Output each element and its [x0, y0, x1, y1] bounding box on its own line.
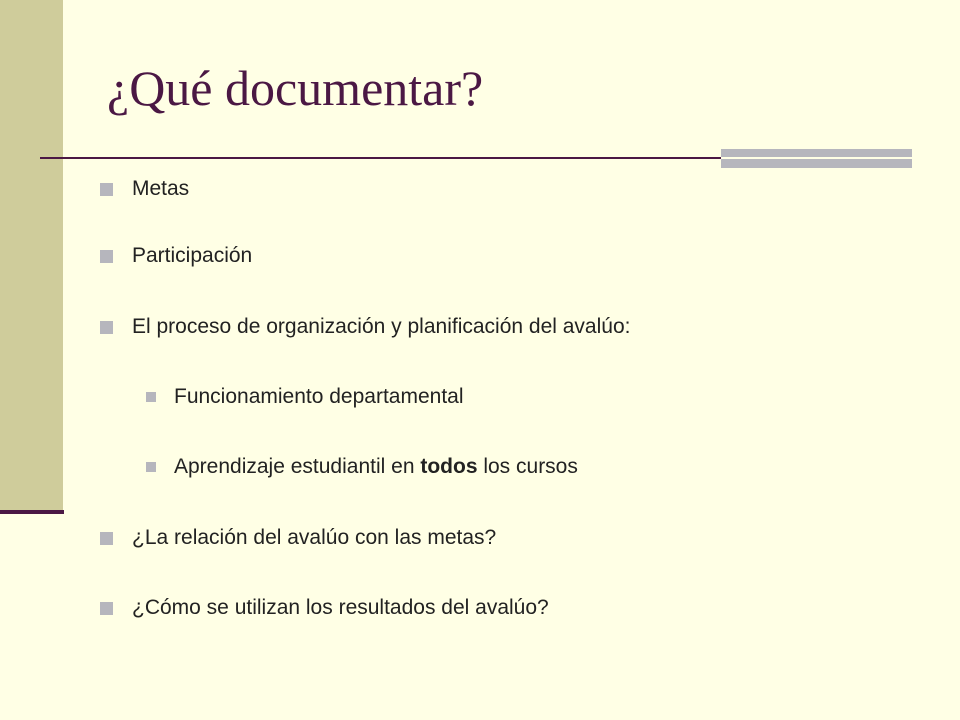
square-bullet-icon — [100, 183, 113, 196]
bullet-text: Metas — [132, 177, 190, 200]
bullet-item — [100, 177, 189, 201]
sub-bullet-text — [174, 455, 578, 479]
left-accent-band — [0, 0, 63, 510]
square-bullet-icon — [100, 532, 113, 545]
sub-bullet-text: Funcionamiento departamental — [174, 385, 464, 408]
sub-bullet-text-start: Aprendizaje estudiantil en — [174, 455, 421, 478]
slide-title: ¿Qué documentar? — [107, 60, 484, 116]
bullet-item — [100, 596, 549, 620]
square-bullet-icon — [100, 321, 113, 334]
bullet-text: ¿La relación del avalúo con las metas? — [132, 526, 497, 549]
sub-bullet-item — [146, 385, 464, 409]
bullet-text: El proceso de organización y planificación del avalúo: — [132, 315, 631, 338]
square-bullet-icon — [100, 602, 113, 615]
square-bullet-icon — [146, 462, 156, 472]
bullet-item — [100, 526, 496, 550]
title-divider-accent — [721, 149, 912, 168]
emphasized-word: todos — [420, 455, 478, 478]
square-bullet-icon — [146, 392, 156, 402]
square-bullet-icon — [100, 250, 113, 263]
bullet-item — [100, 315, 630, 339]
bullet-text: Participación — [132, 244, 253, 267]
sub-bullet-item — [146, 455, 578, 479]
sub-bullet-text-end: los cursos — [477, 455, 578, 478]
bullet-text: ¿Cómo se utilizan los resultados del avalúo? — [132, 596, 549, 619]
left-accent-band-cap — [0, 510, 64, 514]
bullet-item — [100, 244, 252, 268]
